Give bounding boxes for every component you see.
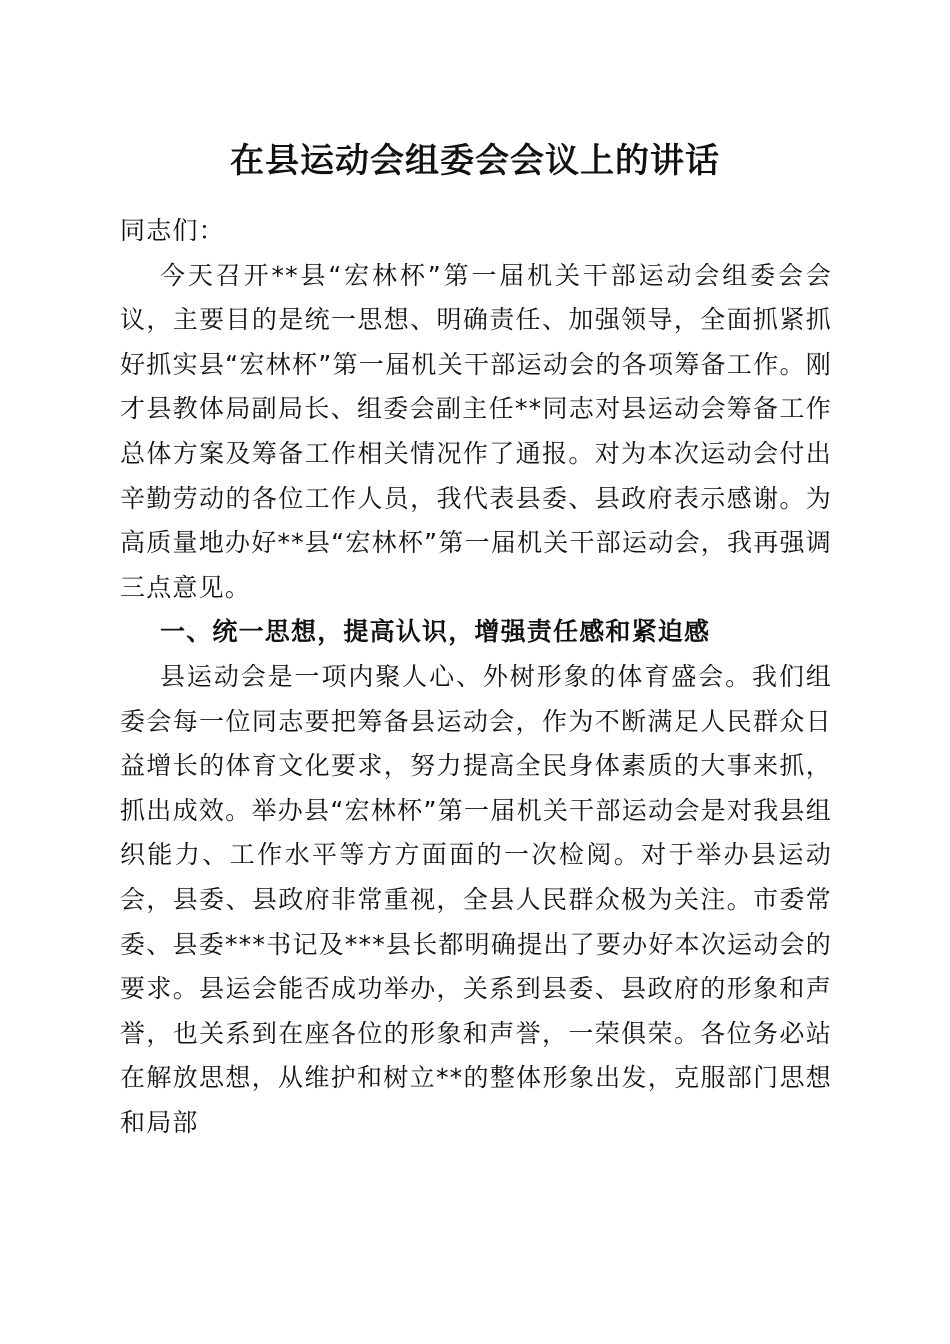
salutation: 同志们： [120, 216, 225, 245]
document-body [120, 209, 832, 1145]
section-heading: 一、统一思想，提高认识，增强责任感和紧迫感 [160, 617, 711, 647]
section-paragraph: 县运动会是一项内聚人心、外树形象的体育盛会。我们组委会每一位同志要把筹备县运动会，作为不断满足人民群众日益增长的体育文化要求，努力提高全民身体素质的大事来抓，抓出成效。举办县“宏林杯”第一届机关干部运动会是对我县组织能力、工作水平等方方面面的一次检阅。对于举办县运动会，县委、县政府非常重视，全县人民群众极为关注。市委常委、县委***书记及***县长都明确提出了要办好本次运动会的要求。县运会能否成功举办，关系到县委、县政府的形象和声誉，也关系到在座各位的形象和声誉，一荣俱荣。各位务必站在解放思想，从维护和树立**的整体形象出发，克服部门思想和局部 [120, 661, 832, 1137]
document-title: 在县运动会组委会会议上的讲话 [230, 141, 720, 181]
intro-paragraph: 今天召开**县“宏林杯”第一届机关干部运动会组委会会议，主要目的是统一思想、明确责任、加强领导，全面抓紧抓好抓实县“宏林杯”第一届机关干部运动会的各项筹备工作。刚才县教体局副局长、组委会副主任**同志对县运动会筹备工作总体方案及筹备工作相关情况作了通报。对为本次运动会付出辛勤劳动的各位工作人员，我代表县委、县政府表示感谢。为高质量地办好**县“宏林杯”第一届机关干部运动会，我再强调三点意见。 [120, 260, 832, 602]
